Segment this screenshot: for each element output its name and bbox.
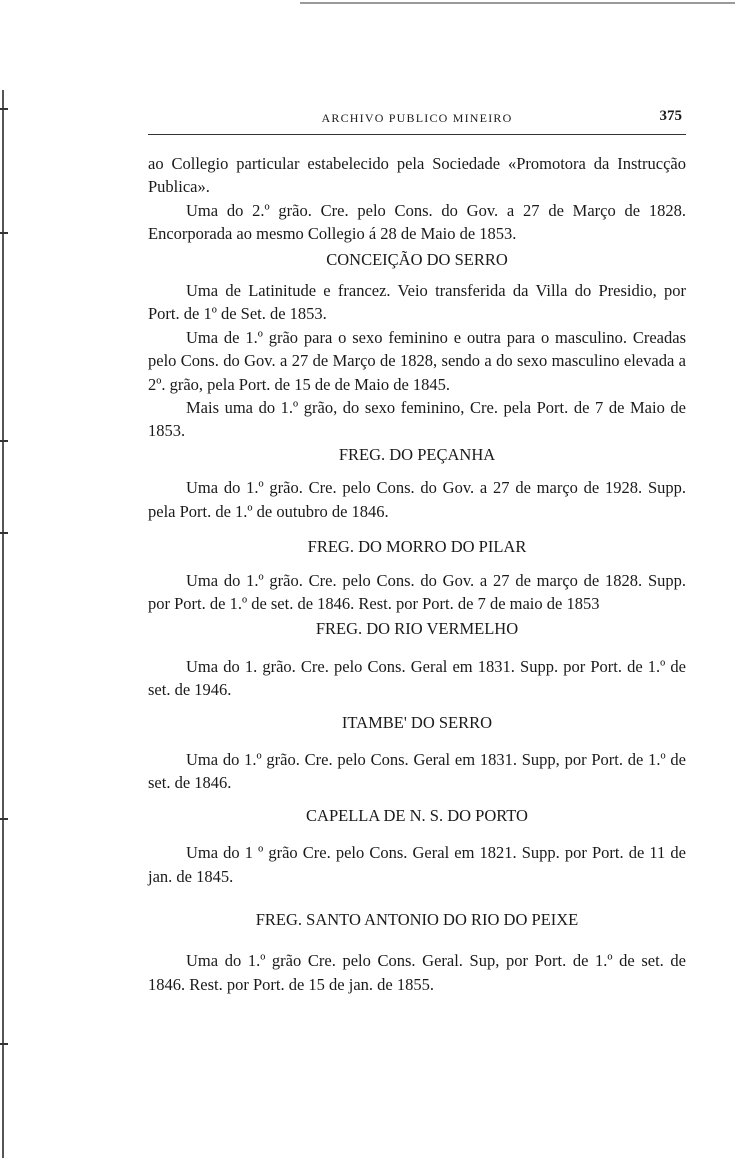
section-heading: FREG. DO MORRO DO PILAR	[307, 537, 527, 557]
scan-edge-mark	[0, 440, 8, 442]
scan-edge-mark	[0, 108, 8, 110]
page-header	[148, 108, 686, 130]
section-capella-de-n-s-do-porto	[148, 804, 686, 888]
section-paragraph: Uma do 1.º grão Cre. pelo Cons. Geral. Sup, por Port. de 1.º de set. de 1846. Rest. por Port. de 15 de jan. de 1855.	[148, 951, 686, 994]
section-freg-do-morro-do-pilar	[148, 535, 686, 615]
section-heading: FREG. DO PEÇANHA	[338, 444, 496, 464]
section-paragraph: Uma de 1.º grão para o sexo feminino e outra para o masculino. Creadas pelo Cons. do Gov. a 27 de Março de 1828, sendo a do sexo masculino elevada a 2º. grão, pela Port. de 15 de de Maio de 1845.	[148, 327, 686, 394]
section-paragraph: Uma do 1. grão. Cre. pelo Cons. Geral em 1831. Supp. por Port. de 1.º de set. de 1946.	[148, 656, 686, 700]
section-freg-do-rio-vermelho	[148, 617, 686, 701]
page-number: 375	[659, 108, 682, 124]
section-heading: CONCEIÇÃO DO SERRO	[326, 249, 508, 269]
section-paragraph: Uma do 1.º grão. Cre. pelo Cons. do Gov. a 27 de março de 1928. Supp. pela Port. de 1.º de outubro de 1846.	[148, 478, 686, 521]
scan-edge-mark	[0, 532, 8, 534]
section-heading: FREG. SANTO ANTONIO DO RIO DO PEIXE	[255, 909, 579, 929]
section-paragraph: Uma do 1 º grão Cre. pelo Cons. Geral em 1821. Supp. por Port. de 11 de jan. de 1845.	[148, 843, 686, 886]
scan-edge-mark	[0, 1043, 8, 1045]
section-heading: CAPELLA DE N. S. DO PORTO	[306, 805, 528, 825]
section-paragraph: Mais uma do 1.º grão, do sexo feminino, Cre. pela Port. de 7 de Maio de 1853.	[148, 398, 686, 441]
page-body	[148, 152, 686, 996]
section-heading: FREG. DO RIO VERMELHO	[315, 619, 519, 639]
section-heading: ITAMBE' DO SERRO	[341, 712, 493, 732]
scan-edge-mark	[0, 818, 8, 820]
section-itambe-do-serro	[148, 711, 686, 795]
header-rule	[148, 134, 686, 135]
section-freg-santo-antonio-do-rio-do-peixe	[148, 908, 686, 996]
intro-paragraph: Uma do 2.º grão. Cre. pelo Cons. do Gov. a 27 de Março de 1828. Encorporada ao mesmo Collegio á 28 de Maio de 1853.	[148, 200, 686, 244]
section-paragraph: Uma de Latinitude e francez. Veio transferida da Villa do Presidio, por Port. de 1º de Set. de 1853.	[148, 281, 686, 324]
section-freg-do-pecanha	[148, 443, 686, 523]
intro-paragraph: ao Collegio particular estabelecido pela Sociedade «Promotora da Instrucção Publica».	[148, 154, 686, 197]
section-paragraph: Uma do 1.º grão. Cre. pelo Cons. do Gov. a 27 de março de 1828. Supp. por Port. de 1.º de set. de 1846. Rest. por Port. de 7 de maio de 1853	[148, 570, 686, 613]
running-head: ARCHIVO PUBLICO MINEIRO	[321, 111, 513, 125]
section-conceicao-do-serro	[148, 248, 686, 443]
scan-edge-mark	[0, 232, 8, 234]
scan-left-edge	[2, 90, 4, 1158]
section-paragraph: Uma do 1.º grão. Cre. pelo Cons. Geral em 1831. Supp, por Port. de 1.º de set. de 1846.	[148, 749, 686, 793]
scan-top-rule	[300, 2, 735, 4]
